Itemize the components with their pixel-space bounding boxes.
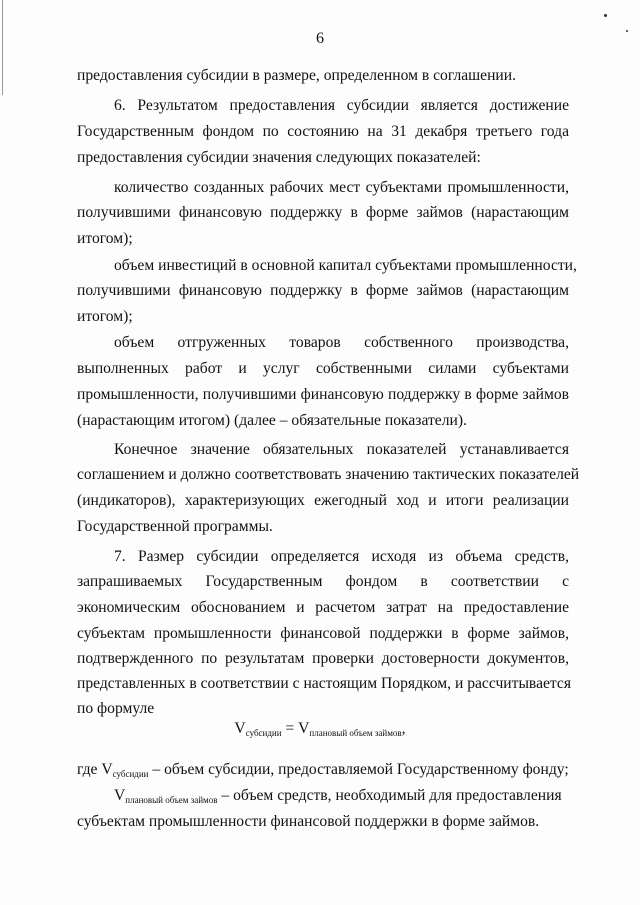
text-line: предоставления субсидии в размере, определенном в соглашении. [77, 67, 517, 84]
text-line: итогом); [77, 308, 133, 325]
subsidy-formula [0, 720, 640, 738]
definition-text: – объем субсидии, предоставляемой Государственному фонду; [148, 761, 569, 778]
definition-sub: плановый объем займов [125, 795, 218, 805]
formula-end: , [401, 720, 406, 737]
formula-sub-left: субсидии [245, 728, 282, 738]
text-line: получившими финансовую поддержку в форме займов (нарастающим [77, 204, 569, 221]
indicator-1-start: количество созданных рабочих мест субъектами промышленности, [114, 179, 569, 196]
text-line: Государственным фондом по состоянию на 31 декабря третьего года [77, 123, 569, 140]
text-line: (нарастающим итогом) (далее – обязательные показатели). [77, 412, 467, 429]
formula-sub-right: плановый объем займов [309, 728, 402, 738]
final-value-paragraph-start: Конечное значение обязательных показателей устанавливается [114, 441, 569, 458]
text-line: подтвержденного по результатам проверки достоверности документов, [77, 650, 569, 667]
paragraph-6-start: 6. Результатом предоставления субсидии является достижение [114, 97, 569, 114]
text-line: экономическим обоснованием и расчетом затрат на предоставление [77, 599, 569, 616]
text-line: запрашиваемых Государственным фондом в соответствии с [77, 573, 569, 590]
indicator-3-start: объем отгруженных товаров собственного производства, [114, 334, 569, 351]
formula-v-right: V [298, 720, 310, 737]
text-line: предоставления субсидии значения следующих показателей: [77, 149, 481, 166]
paragraph-7-start: 7. Размер субсидии определяется исходя из объема средств, [114, 548, 569, 565]
text-line: получившими финансовую поддержку в форме займов (нарастающим [77, 282, 569, 299]
page-number: 6 [316, 30, 324, 47]
text-line: (индикаторов), характеризующих ежегодный ход и итоги реализации [77, 492, 569, 509]
text-line: представленных в соответствии с настоящим Порядком, и рассчитывается [77, 675, 572, 692]
definition-v: V [114, 787, 126, 804]
formula-equals: = [281, 720, 299, 737]
text-line: итогом); [77, 230, 133, 247]
indicator-2-start: объем инвестиций в основной капитал субъектами промышленности, [114, 257, 577, 274]
text-line: промышленности, получившими финансовую поддержку в форме займов [77, 386, 569, 403]
text-line: Государственной программы. [77, 518, 273, 535]
formula-v-left: V [234, 720, 246, 737]
text-line: выполненных работ и услуг собственными силами субъектами [77, 360, 569, 377]
text-line: соглашением и должно соответствовать значению тактических показателей [77, 466, 580, 483]
text-line: по формуле [77, 700, 155, 717]
definition-text: – объем средств, необходимый для предоставления [217, 787, 562, 804]
text-line: субъектам промышленности финансовой поддержки в форме займов. [77, 813, 540, 830]
scan-speck [604, 14, 607, 17]
definition-prefix: где V [77, 761, 113, 778]
definition-v-planned [114, 786, 569, 810]
definition-sub: субсидии [112, 769, 149, 779]
text-line: субъектам промышленности финансовой поддержки в форме займов, [77, 625, 569, 642]
definition-v-subsidy [77, 760, 569, 784]
